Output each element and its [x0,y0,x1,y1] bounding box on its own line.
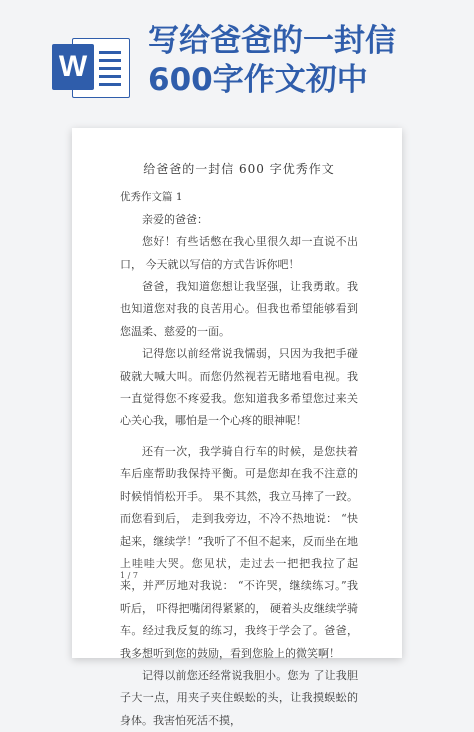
title-line-1: 写给爸爸的一封信 [148,23,396,59]
word-badge-icon: W [52,44,94,90]
word-icon [52,34,132,96]
page-title [148,22,468,100]
top-banner [0,0,474,118]
document-page [72,128,402,727]
title-line-2: 600字作文初中 [148,62,368,98]
page-number: 1 / 7 [120,571,138,580]
paragraph: 记得您以前经常说我懦弱，只因为我把手碰破就大喊大叫。而您仍然视若无睹地看电视。我一直觉得您不疼爱我。您知道我多希望您过来关心关心我，哪怕是一个心疼的眼神呢！ [120,347,358,428]
paragraph: 记得以前您还经常说我胆小。您为 了让我胆子大一点，用夹子夹住蜈蚣的头，让我摸蜈蚣的身体。我害怕死活不摸， [120,668,358,727]
document-title: 给爸爸的一封信 600 字优秀作文 [143,162,335,176]
paragraph: 爸爸，我知道您想让我坚强，让我勇敢。我也知道您对我的良苦用心。但我也希望能够看到您温柔、慈爱的一面。 [120,280,358,338]
paragraph: 还有一次，我学骑自行车的时候，是您扶着车后座帮助我保持平衡。可是您却在我不注意的时候悄悄松开手。 果不其然，我立马摔了一跤。而您看到后， 走到我旁边，不冷不热地说： “快起来，继续学！”我听了不但不起来，反而坐在地上哇哇大哭。您见状，走过去一把把我拉了起来，并严厉地对我说： “不许哭，继续练习。”我听后， 吓得把嘴闭得紧紧的， 硬着头皮继续学骑车。经过我反复的练习，我终于学会了。爸爸，我多想听到您的鼓励，看到您脸上的微笑啊！ [120,444,358,660]
document-body [120,158,358,732]
greeting: 亲爱的爸爸： [142,212,208,226]
section-label: 优秀作文篇 1 [120,191,183,204]
paragraph: 您好！有些话憋在我心里很久却一直说不出口， 今天就以写信的方式告诉你吧！ [120,235,358,271]
